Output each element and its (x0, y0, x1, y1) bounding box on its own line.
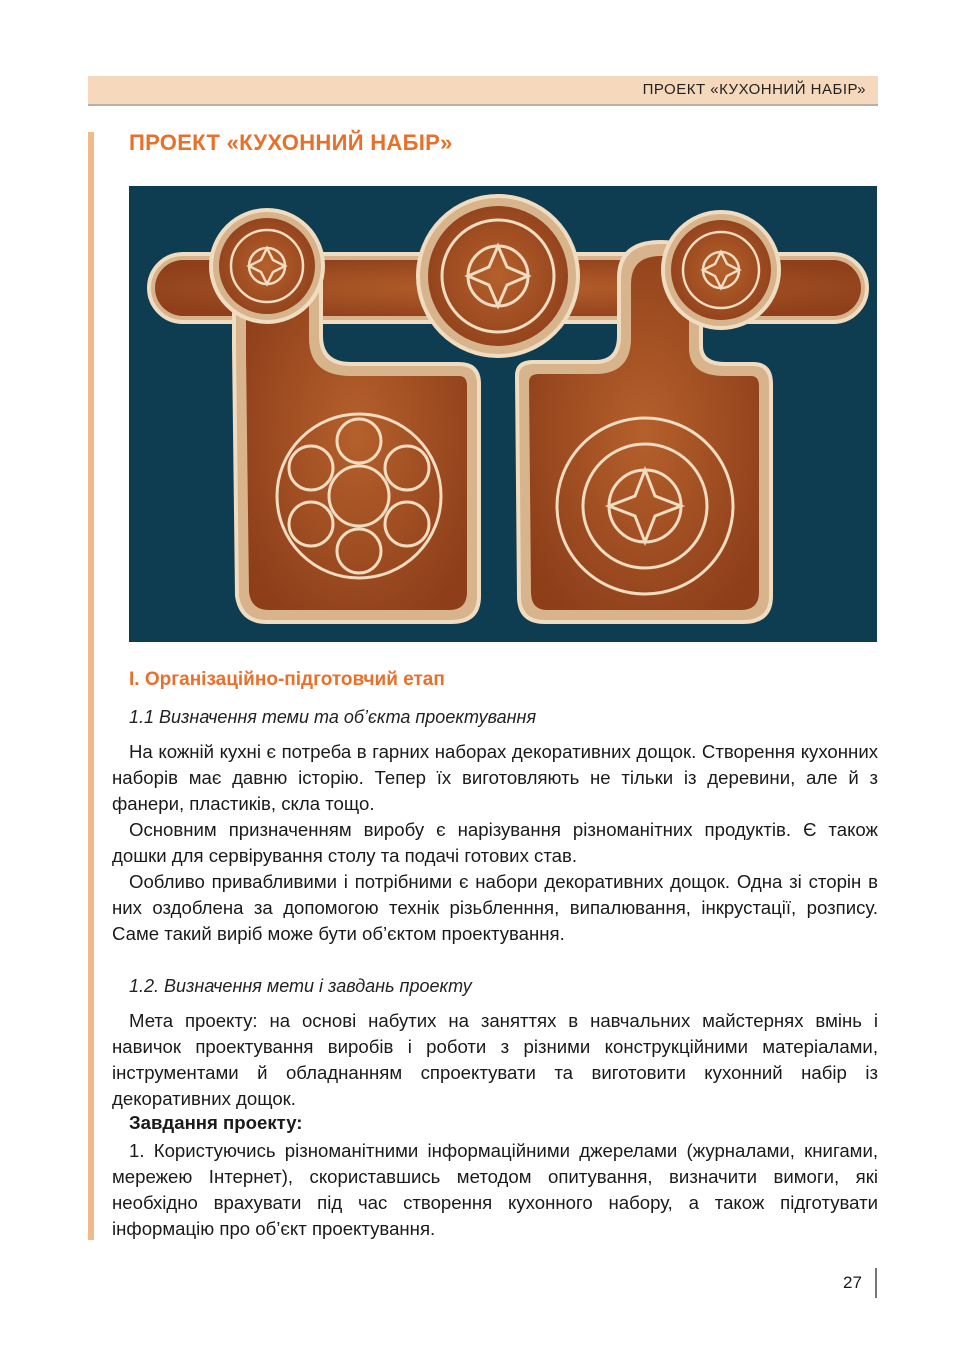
page-number-rule (875, 1268, 877, 1298)
left-accent-bar (88, 132, 94, 1240)
running-title: ПРОЕКТ «КУХОННИЙ НАБІР» (642, 81, 866, 98)
page-number: 27 (843, 1273, 862, 1292)
subheading-1-1: 1.1 Визначення теми та об’єкта проектування (129, 707, 537, 727)
photo-kitchen-set-illustration (129, 186, 877, 642)
goal-paragraph: Мета проекту: на основі набутих на заняттях в навчальних майстернях вмінь і навичок проектування виробів і роботи з різними конструкційними матеріалами, інструментами й обладнанням спроектувати та виготовити кухонний набір із декоративних дощок. (112, 1010, 878, 1109)
subheading-1-2: 1.2. Визначення мети і завдань проекту (129, 976, 472, 996)
page-title: ПРОЕКТ «КУХОННИЙ НАБІР» (129, 130, 453, 155)
paragraph-3: Ообливо привабливими і потрібними є набори декоративних дощок. Одна зі сторін в них оздоблена за допомогою технік різьбленння, випалювання, інкрустації, розпису. Саме такий виріб може бути об’єктом проектування. (112, 871, 878, 944)
running-header (88, 76, 878, 106)
paragraph-1: На кожній кухні є потреба в гарних наборах декоративних дощок. Створення кухонних наборів має давню історію. Тепер їх виготовляють не тільки із деревини, але й з фанери, пластиків, скла тощо. (112, 741, 878, 814)
photo-kitchen-set (129, 186, 877, 642)
paragraph-2: Основним призначенням виробу є нарізування різноманітних продуктів. Є також дошки для сервірування столу та подачі готових став. (112, 819, 878, 866)
tasks-label: Завдання проекту: (129, 1112, 303, 1133)
task-1: 1. Користуючись різноманітними інформаційними джерелами (журналами, книгами, мережею Інтернет), скориставшись методом опитування, визначити вимоги, які необхідно врахувати під час створення кухонного набору, а також підготувати інформацію про об’єкт проектування. (112, 1140, 878, 1239)
section-heading: І. Організаційно-підготовчий етап (129, 669, 445, 690)
